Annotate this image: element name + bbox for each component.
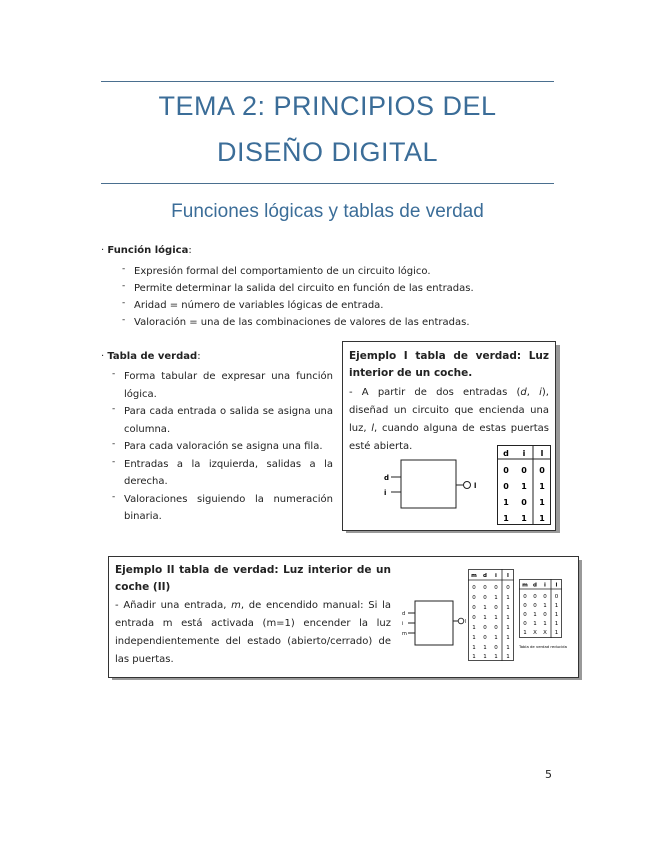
table-cell: 0 — [472, 595, 476, 601]
table-cell: 1 — [503, 514, 509, 523]
tabla-verdad-heading: · Tabla de verdad: — [101, 351, 201, 362]
table-cell: 1 — [503, 498, 509, 507]
table-cell: 0 — [523, 603, 527, 609]
table-cell: 1 — [523, 630, 527, 636]
ejemplo2-input-i: i — [402, 621, 404, 627]
ejemplo1-th-l: l — [540, 449, 544, 458]
list-item: - Valoraciones siguiendo la numeración binaria. — [110, 491, 333, 526]
table-cell: 0 — [483, 625, 487, 631]
table-cell: 0 — [503, 482, 509, 491]
list-item: - Aridad = número de variables lógicas de entrada. — [120, 297, 560, 314]
ejemplo1-truth-table — [497, 445, 551, 525]
table-cell: 1 — [494, 595, 498, 601]
reduced-table-caption: Tabla de verdad reducida — [519, 644, 567, 649]
table-cell: 1 — [506, 625, 510, 631]
ejemplo2-input-m: m — [402, 631, 407, 637]
table-cell: 0 — [543, 594, 547, 600]
ejemplo1-th-i: i — [522, 449, 526, 458]
table-cell: 1 — [533, 621, 537, 627]
table-cell: 1 — [539, 482, 545, 491]
table-cell: 1 — [494, 635, 498, 641]
table-cell: 0 — [533, 594, 537, 600]
ejemplo2-output-l: l — [465, 619, 467, 625]
table-cell: 0 — [506, 585, 510, 591]
ejemplo1-body: - A partir de dos entradas (d, i), diseñad un circuito que encienda una luz, l, cuando alguna de estas puertas esté abierta. — [349, 387, 549, 452]
table-cell: 0 — [533, 603, 537, 609]
table-cell: 1 — [506, 654, 510, 660]
table-cell: 1 — [483, 615, 487, 621]
ejemplo2-truth-table-full — [468, 569, 514, 661]
table-cell: 0 — [521, 498, 527, 507]
list-item: - Forma tabular de expresar una función lógica. — [110, 368, 333, 403]
ejemplo2-box — [108, 556, 579, 678]
section-subtitle: Funciones lógicas y tablas de verdad — [171, 201, 484, 222]
list-item: - Entradas a la izquierda, salidas a la derecha. — [110, 456, 333, 491]
table-cell: 0 — [494, 645, 498, 651]
table-header-cell: m — [471, 573, 477, 579]
table-header-cell: d — [483, 573, 487, 579]
tabla-verdad-list — [110, 368, 333, 526]
table-cell: 1 — [472, 625, 476, 631]
funcion-logica-list — [120, 263, 560, 331]
table-cell: 0 — [554, 594, 559, 600]
table-cell: 1 — [494, 654, 498, 660]
tabla-verdad-label: Tabla de verdad — [107, 351, 198, 362]
ejemplo2-input-d: d — [402, 611, 406, 617]
table-cell: 1 — [506, 635, 510, 641]
ejemplo1-th-d: d — [503, 449, 509, 458]
table-header-cell: i — [495, 573, 497, 579]
table-cell: 0 — [483, 585, 487, 591]
list-item: - Permite determinar la salida del circuito en función de las entradas. — [120, 280, 560, 297]
table-cell: 0 — [494, 585, 498, 591]
table-cell: 0 — [523, 594, 527, 600]
table-header-cell: m — [522, 582, 528, 589]
funcion-logica-heading: · Función lógica: — [101, 245, 192, 256]
table-cell: 0 — [472, 605, 476, 611]
table-cell: 1 — [554, 612, 559, 618]
table-cell: 1 — [533, 612, 537, 618]
table-cell: 0 — [539, 466, 545, 475]
table-cell: 0 — [503, 466, 509, 475]
table-cell: 1 — [472, 645, 476, 651]
table-cell: X — [543, 630, 547, 636]
table-cell: X — [533, 630, 537, 636]
table-cell: 1 — [506, 605, 510, 611]
table-cell: 0 — [494, 605, 498, 611]
ejemplo1-circuit-diagram — [383, 458, 483, 518]
ejemplo1-input-i: i — [384, 489, 387, 497]
ejemplo1-title: Ejemplo I tabla de verdad: Luz interior de un coche. — [349, 350, 549, 379]
table-cell: 1 — [543, 621, 547, 627]
list-item: - Para cada valoración se asigna una fila. — [110, 438, 333, 456]
table-cell: 0 — [483, 595, 487, 601]
table-cell: 0 — [521, 466, 527, 475]
page-title-line1: TEMA 2: PRINCIPIOS DEL — [158, 91, 497, 121]
ejemplo2-circuit-diagram — [401, 599, 469, 653]
table-cell: 0 — [472, 615, 476, 621]
table-cell: 1 — [472, 654, 476, 660]
table-cell: 1 — [506, 645, 510, 651]
table-cell: 1 — [539, 514, 545, 523]
table-cell: 1 — [543, 603, 547, 609]
table-header-cell: i — [544, 582, 546, 589]
table-cell: 1 — [483, 605, 487, 611]
table-cell: 1 — [472, 635, 476, 641]
list-item: - Valoración = una de las combinaciones de valores de las entradas. — [120, 314, 560, 331]
table-cell: 0 — [523, 621, 527, 627]
ejemplo2-body: - Añadir una entrada, m, de encendido manual: Si la entrada m está activada (m=1) encender la luz independientemente del estado (abierto/cerrado) de las puertas. — [115, 600, 391, 665]
table-header-cell: l — [507, 573, 509, 579]
table-cell: 0 — [543, 612, 547, 618]
table-cell: 1 — [483, 645, 487, 651]
ejemplo1-output-l: l — [474, 482, 477, 490]
table-cell: 1 — [506, 615, 510, 621]
funcion-logica-label: Función lógica — [107, 245, 189, 256]
table-cell: 1 — [554, 621, 559, 627]
table-cell: 1 — [506, 595, 510, 601]
list-item: - Para cada entrada o salida se asigna una columna. — [110, 403, 333, 438]
table-cell: 0 — [483, 635, 487, 641]
table-cell: 1 — [539, 498, 545, 507]
list-item: - Expresión formal del comportamiento de un circuito lógico. — [120, 263, 560, 280]
table-cell: 0 — [494, 625, 498, 631]
table-cell: 0 — [523, 612, 527, 618]
table-cell: 1 — [494, 615, 498, 621]
table-cell: 1 — [521, 514, 527, 523]
table-cell: 1 — [483, 654, 487, 660]
table-cell: 0 — [472, 585, 476, 591]
table-cell: 1 — [521, 482, 527, 491]
page-title-line2: DISEÑO DIGITAL — [216, 137, 439, 167]
table-header-cell: l — [555, 582, 558, 589]
page-number: 5 — [545, 768, 552, 781]
ejemplo2-title: Ejemplo II tabla de verdad: Luz interior de un coche (II) — [115, 564, 391, 593]
ejemplo2-truth-table-reduced — [519, 579, 573, 651]
table-header-cell: d — [533, 582, 537, 589]
ejemplo1-box — [342, 341, 556, 531]
table-cell: 1 — [554, 630, 559, 636]
title-rule-bottom — [101, 183, 554, 184]
table-cell: 1 — [554, 603, 559, 609]
ejemplo1-input-d: d — [384, 474, 390, 482]
